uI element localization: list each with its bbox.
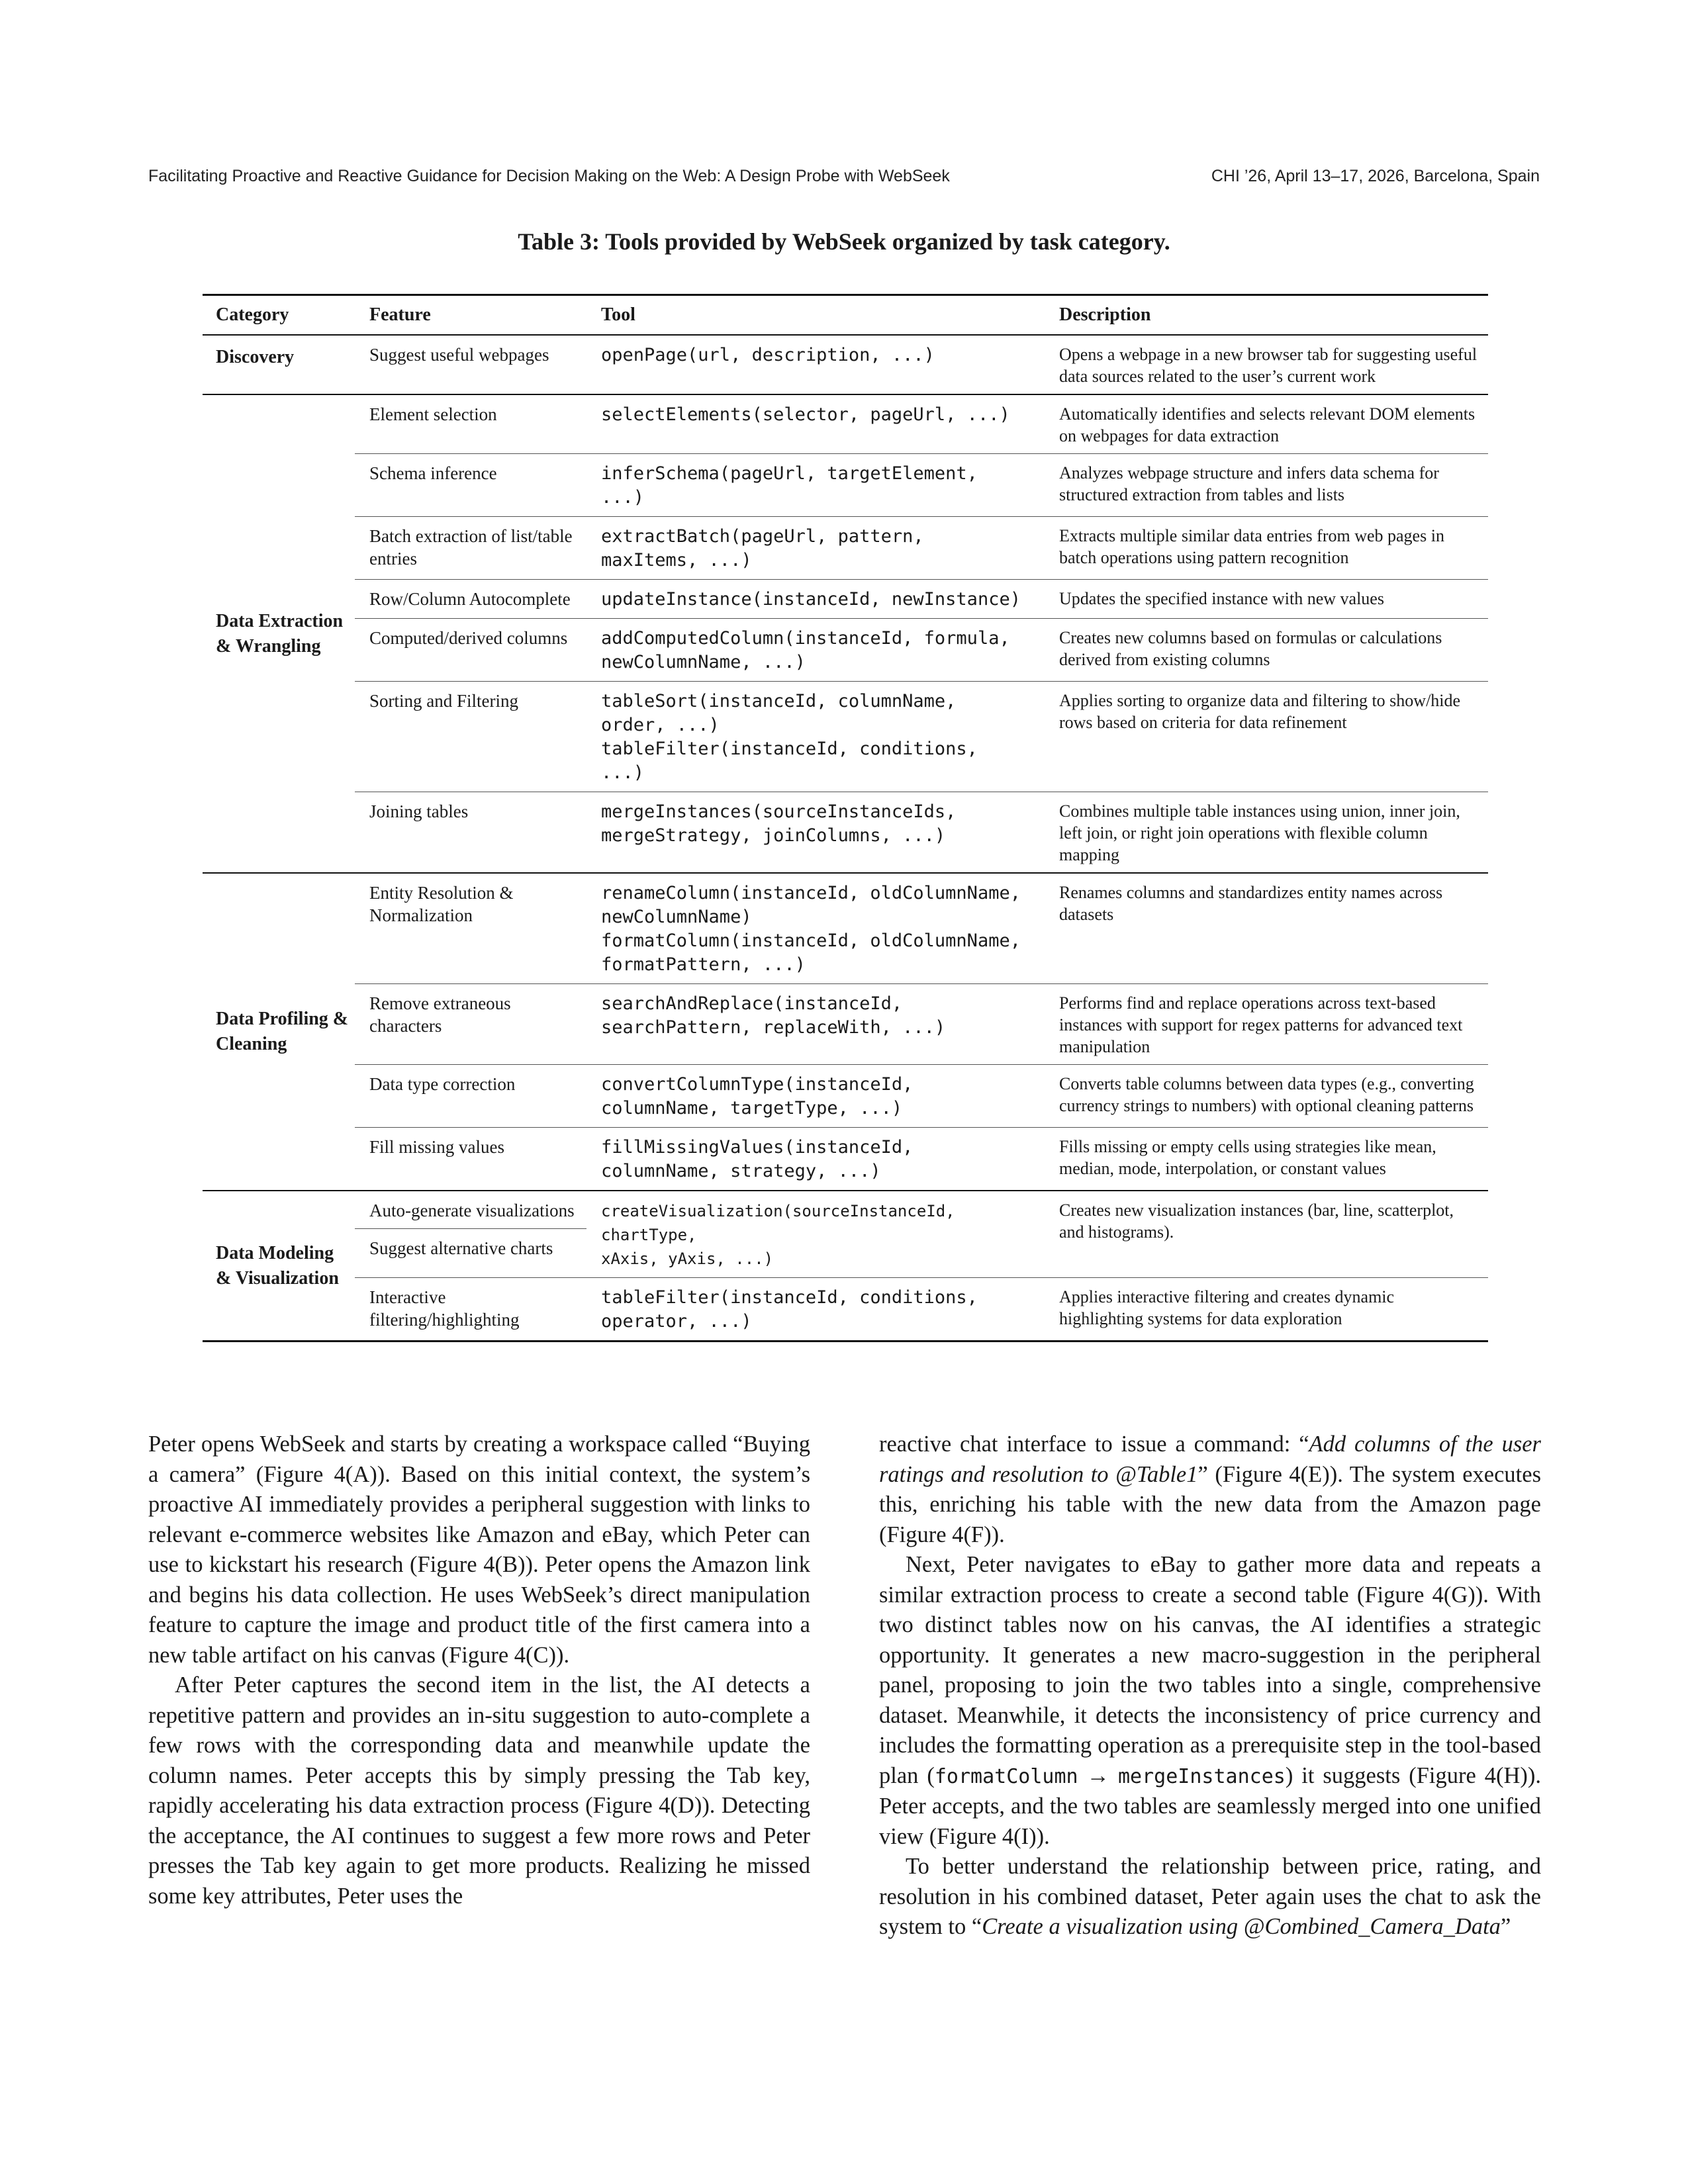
feature-cell: Entity Resolution & Normalization (369, 883, 514, 925)
feature-cell: Computed/derived columns (369, 628, 568, 648)
description-cell: Renames columns and standardizes entity names across datasets (1059, 883, 1443, 924)
header-description: Description (1059, 304, 1151, 325)
header-tool: Tool (601, 304, 635, 325)
category-cell: Data Modeling & Visualization (216, 1242, 339, 1289)
table-row (355, 1064, 1488, 1127)
paragraph: After Peter captures the second item in the list, the AI detects a repetitive pattern and provides an in-situ suggestion to auto-complete a few rows with the corresponding data and meanwhile update the column names. Peter accepts this by simply pressing the Tab key, rapidly accelerating his data extraction process (Figure 4(D)). Detecting the acceptance, the AI continues to suggest a few more rows and Peter presses the Tab key again to get more products. Realizing he missed some key attributes, Peter uses the (148, 1672, 810, 1909)
paragraph (879, 1852, 1541, 1942)
feature-cell: Element selection (369, 404, 497, 424)
body-column-right (879, 1430, 1541, 1942)
description-cell: Applies interactive filtering and creates dynamic highlighting systems for data exploration (1059, 1287, 1395, 1328)
tool-cell: openPage(url, description, ...) (601, 345, 935, 365)
body-column-left (148, 1430, 810, 1911)
table-row (355, 1277, 1488, 1340)
feature-cell: Fill missing values (369, 1137, 505, 1157)
feature-cell: Joining tables (369, 801, 469, 821)
text-run: Next, Peter navigates to eBay to gather more data and repeats a similar extraction process to create a second table (Figure 4(G)). With two distinct tables now on his canvas, the AI identifies a strategic opportunity. It generates a new macro-suggestion in the peripheral panel, proposing to join the two tables into a single, comprehensive dataset. Meanwhile, it detects the inconsistency of price currency and includes the formatting operation as a prerequisite step in the tool-based plan ( (879, 1552, 1541, 1788)
paragraph: Peter opens WebSeek and starts by creating a workspace called “Buying a camera” (Figure 4(A)). Based on this initial context, the system’s proactive AI immediately provides a peripheral suggestion with links to relevant e-commerce websites like Amazon and eBay, which Peter can use to kickstart his research (Figure 4(B)). Peter opens the Amazon link and begins his data collection. He uses WebSeek’s direct manipulation feature to capture the image and product title of the first camera into a new table artifact on his canvas (Figure 4(C)). (148, 1432, 810, 1668)
feature-cell: Schema inference (369, 463, 497, 483)
tool-cell: searchAndReplace(instanceId, searchPattern, replaceWith, ...) (601, 993, 946, 1038)
table-caption: Table 3: Tools provided by WebSeek organized by task category. (518, 228, 1170, 255)
tool-cell: mergeInstances(sourceInstanceIds, mergeStrategy, joinColumns, ...) (601, 801, 957, 846)
table-row (355, 681, 1488, 792)
section-rows (355, 1191, 1488, 1340)
text-run: ) it suggests (Figure 4(H)). Peter accepts, and the two tables are seamlessly merged into one unified view (Figure 4(I)). (879, 1762, 1542, 1849)
text-run: ” (1500, 1914, 1511, 1939)
description-cell: Applies sorting to organize data and filtering to show/hide rows based on criteria for data refinement (1059, 691, 1461, 732)
description-cell: Fills missing or empty cells using strategies like mean, median, mode, interpolation, or constant values (1059, 1137, 1436, 1178)
paragraph (879, 1550, 1541, 1852)
inline-code: mergeInstances (1117, 1764, 1286, 1788)
tool-cell: createVisualization(sourceInstanceId, chartType, xAxis, yAxis, ...) (601, 1202, 955, 1268)
tool-cell: renameColumn(instanceId, oldColumnName, newColumnName) formatColumn(instanceId, oldColumnName, formatPattern, ...) (601, 883, 1021, 975)
feature-cell: Data type correction (369, 1074, 516, 1094)
tool-cell: tableFilter(instanceId, conditions, operator, ...) (601, 1287, 978, 1332)
italic-quote: Create a visualization using @Combined_Camera_Data (982, 1914, 1501, 1939)
feature-cell: Suggest useful webpages (369, 345, 549, 365)
table-body (203, 336, 1488, 1340)
tool-cell: extractBatch(pageUrl, pattern, maxItems, ...) (601, 526, 924, 570)
description-cell: Creates new visualization instances (bar, line, scatterplot, and histograms). (1059, 1201, 1454, 1242)
table-row (355, 453, 1488, 516)
table-header-row (203, 296, 1488, 336)
tool-cell: convertColumnType(instanceId, columnName, targetType, ...) (601, 1074, 914, 1118)
table-section (203, 874, 1488, 1191)
category-cell: Discovery (216, 347, 295, 367)
inline-code: formatColumn (934, 1764, 1078, 1788)
description-cell: Opens a webpage in a new browser tab for suggesting useful data sources related to the user’s current work (1059, 345, 1477, 386)
table-row (355, 395, 1488, 453)
feature-cell: Auto-generate visualizations (369, 1201, 575, 1220)
description-cell: Creates new columns based on formulas or calculations derived from existing columns (1059, 628, 1442, 669)
table-row-merged (355, 1191, 1488, 1277)
header-feature: Feature (369, 304, 431, 325)
table-row (355, 874, 1488, 983)
text-run: reactive chat interface to issue a command: “ (879, 1432, 1309, 1457)
running-header (148, 167, 1540, 186)
description-cell: Converts table columns between data types (e.g., converting currency strings to numbers) with optional cleaning patterns (1059, 1074, 1474, 1115)
tool-cell: updateInstance(instanceId, newInstance) (601, 589, 1021, 610)
tools-table (203, 294, 1488, 1342)
feature-cell: Batch extraction of list/table entries (369, 526, 573, 569)
paragraph (879, 1430, 1541, 1550)
description-cell: Automatically identifies and selects relevant DOM elements on webpages for data extraction (1059, 404, 1476, 445)
text-run: To better understand the relationship between price, rating, and resolution in his combined dataset, Peter again uses the chat to ask the system to “ (879, 1854, 1541, 1939)
table-row (355, 618, 1488, 681)
category-cell: Data Extraction & Wrangling (216, 610, 344, 657)
italic-quote: Add columns of the user ratings and resolution to @Table1 (879, 1432, 1541, 1487)
tool-cell: addComputedColumn(instanceId, formula, newColumnName, ...) (601, 628, 1010, 672)
feature-cell: Row/Column Autocomplete (369, 589, 571, 609)
description-cell: Performs find and replace operations across text-based instances with support for regex patterns for advanced text manipulation (1059, 993, 1463, 1056)
table-section (203, 1191, 1488, 1340)
table-row (355, 516, 1488, 579)
text-run: ” (Figure 4(E)). The system executes this, enriching his table with the new data from the Amazon page (Figure 4(F)). (879, 1461, 1542, 1547)
feature-cell: Remove extraneous characters (369, 993, 511, 1036)
section-rows (355, 395, 1488, 872)
section-rows (355, 874, 1488, 1190)
table-row (355, 792, 1488, 872)
feature-stack (355, 1191, 586, 1277)
tool-cell: inferSchema(pageUrl, targetElement, ...) (601, 463, 978, 508)
description-cell: Extracts multiple similar data entries from web pages in batch operations using pattern recognition (1059, 526, 1444, 567)
table-row (355, 579, 1488, 618)
description-cell: Combines multiple table instances using union, inner join, left join, or right join operations with flexible column mapping (1059, 801, 1460, 864)
tool-cell: tableSort(instanceId, columnName, order, ...) tableFilter(instanceId, conditions, ...) (601, 691, 978, 783)
running-header-venue: CHI ’26, April 13–17, 2026, Barcelona, Spain (1211, 167, 1540, 185)
feature-cell: Interactive filtering/highlighting (369, 1287, 520, 1330)
table-row (355, 1127, 1488, 1190)
tool-cell: selectElements(selector, pageUrl, ...) (601, 404, 1010, 425)
feature-cell: Sorting and Filtering (369, 691, 518, 711)
header-category: Category (216, 304, 289, 325)
table-section (203, 336, 1488, 395)
arrow-glyph: → (1078, 1762, 1118, 1788)
description-cell: Updates the specified instance with new values (1059, 589, 1384, 608)
table-section (203, 395, 1488, 874)
description-cell: Analyzes webpage structure and infers data schema for structured extraction from tables and lists (1059, 463, 1439, 504)
section-rows (355, 336, 1488, 394)
table-row (355, 336, 1488, 394)
tool-cell: fillMissingValues(instanceId, columnName, strategy, ...) (601, 1137, 914, 1181)
running-header-title: Facilitating Proactive and Reactive Guidance for Decision Making on the Web: A Design Probe with WebSeek (148, 167, 950, 185)
category-cell: Data Profiling & Cleaning (216, 1009, 349, 1054)
feature-cell: Suggest alternative charts (355, 1228, 586, 1266)
table-row (355, 983, 1488, 1064)
